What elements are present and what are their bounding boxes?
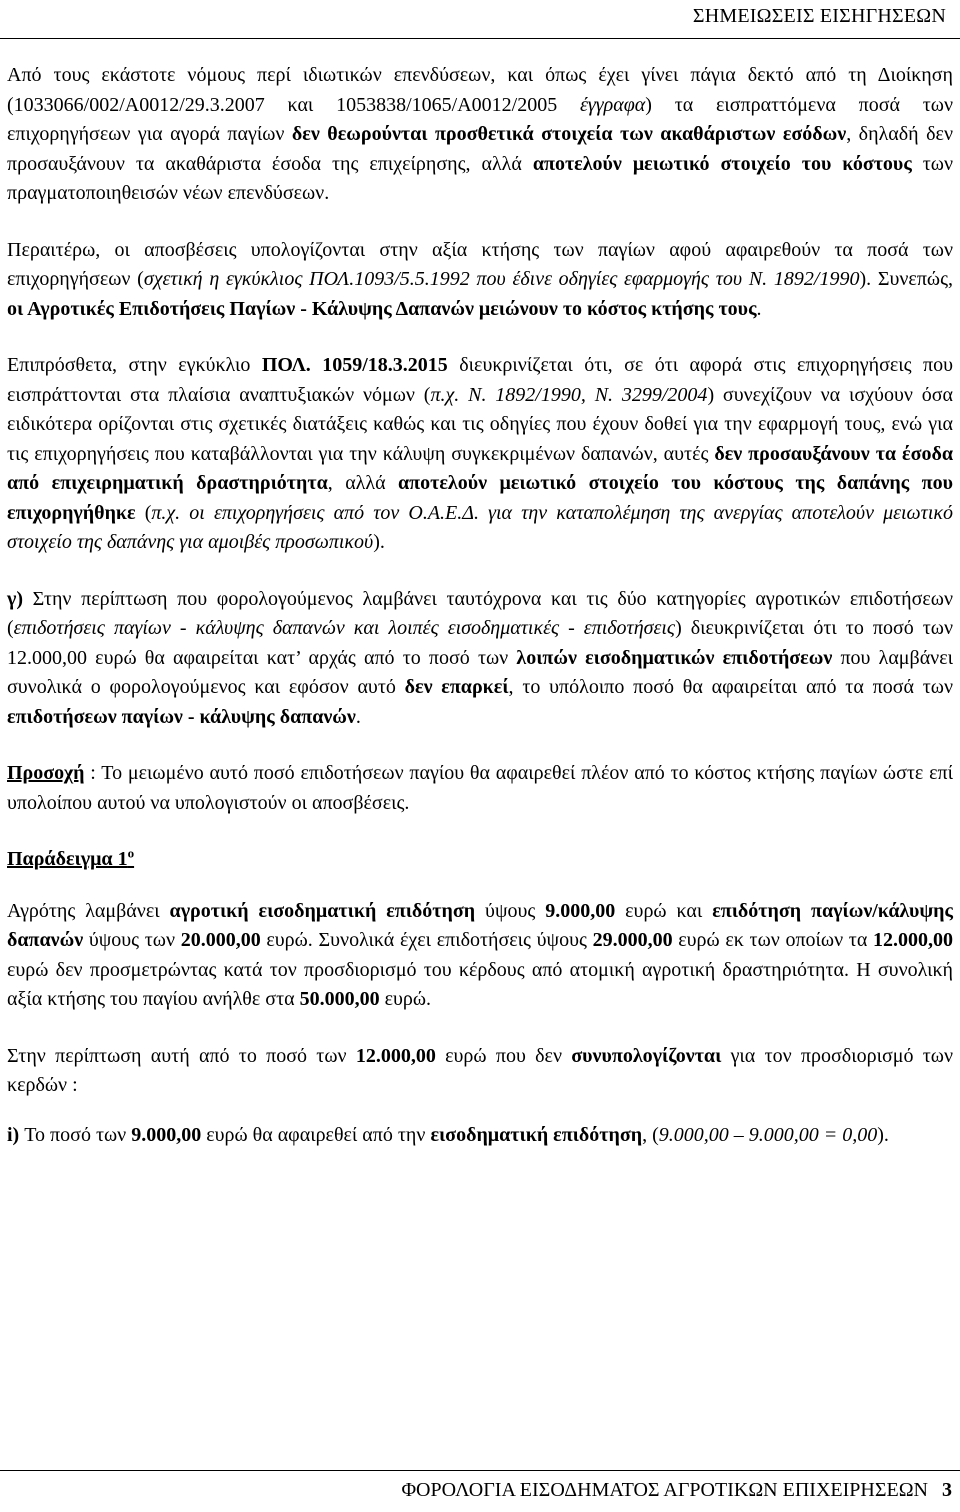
page-number: 3 [942,1479,952,1501]
example-heading: Παράδειγμα $1^o$ [7,845,135,870]
paragraph-circular-pol: Επιπρόσθετα, στην εγκύκλιο ΠΟΛ. 1059/18.3.2015 διευκρινίζεται ότι, σε ότι αφορά στις επιχορηγήσεις που εισπράττονται στα πλαίσια αναπτυξιακών νόμων (π.χ. Ν. 1892/1990, Ν. 3299/2004) συνεχίζουν να ισχύουν όσα ειδικότερα ορίζονται στις σχετικές διατάξεις καθώς και τις οδηγίες που έχουν δοθεί για την εφαρμογή τους, ενώ για τις επιχορηγήσεις που καταβάλλονται για την κάλυψη συγκεκριμένων δαπανών, αυτές δεν προσαυξάνουν τα έσοδα από επιχειρηματική δραστηριότητα, αλλά αποτελούν μειωτικό στοιχείο του κόστους της δαπάνης που επιχορηγήθηκε (π.χ. οι επιχορηγήσεις από τον Ο.Α.Ε.Δ. για την καταπολέμηση της ανεργίας αποτελούν μειωτικό στοιχείο της δαπάνης για αμοιβές προσωπικού). [7,354,953,553]
paragraph-investment-subsidies: Από τους εκάστοτε νόμους περί ιδιωτικών επενδύσεων, και όπως έχει γίνει πάγια δεκτό από τη Διοίκηση (1033066/002/Α0012/29.3.2007 και 1053838/1065/Α0012/2005 έγγραφα) τα εισπραττόμενα ποσά των επιχορηγήσεων για αγορά παγίων δεν θεωρούνται προσθετικά στοιχεία των ακαθάριστων εσόδων, δηλαδή δεν προσαυξάνουν τα ακαθάριστα έσοδα της επιχείρησης, αλλά αποτελούν μειωτικό στοιχείο του κόστους των πραγματοποιηθεισών νέων επενδύσεων. [7,64,953,204]
header-divider [0,38,960,39]
page-footer [401,1478,952,1502]
paragraph-note: Προσοχή : Το μειωμένο αυτό ποσό επιδοτήσεων παγίου θα αφαιρεθεί πλέον από το κόστος κτήσης παγίων ώστε επί υπολοίπου αυτού να υπολογιστούν οι αποσβέσεις. [7,762,953,814]
paragraph-example-case: Στην περίπτωση αυτή από το ποσό των 12.000,00 ευρώ που δεν συνυπολογίζονται για τον προσδιορισμό των κερδών : [7,1044,953,1096]
paragraph-case-c: γ) Στην περίπτωση που φορολογούμενος λαμβάνει ταυτόχρονα και τις δύο κατηγορίες αγροτικών επιδοτήσεων (επιδοτήσεις παγίων - κάλυψης δαπανών και λοιπές εισοδηματικές - επιδοτήσεις) διευκρινίζεται ότι το ποσό των 12.000,00 ευρώ θα αφαιρείται κατ’ αρχάς από το ποσό των λοιπών εισοδηματικών επιδοτήσεων που λαμβάνει συνολικά ο φορολογούμενος και εφόσον αυτό δεν επαρκεί, το υπόλοιπο ποσό θα αφαιρείται από τα ποσά των επιδοτήσεων παγίων - κάλυψης δαπανών. [7,587,953,728]
footer-title: ΦΟΡΟΛΟΓΙΑ ΕΙΣΟΔΗΜΑΤΟΣ ΑΓΡΟΤΙΚΩΝ ΕΠΙΧΕΙΡΗΣΕΩΝ [401,1479,928,1501]
paragraph-example-description: Αγρότης λαμβάνει αγροτική εισοδηματική επιδότηση ύψους 9.000,00 ευρώ και επιδότηση παγίων/κάλυψης δαπανών ύψους των 20.000,00 ευρώ. Συνολικά έχει επιδοτήσεις ύψους 29.000,00 ευρώ εκ των οποίων τα 12.000,00 ευρώ δεν προσμετρώντας κατά τον προσδιορισμό του κέρδους από ατομική αγροτική δραστηριότητα. Η συνολική αξία κτήσης του παγίου ανήλθε στα 50.000,00 ευρώ. [7,899,954,1010]
document-body [7,61,953,1177]
footer-divider [0,1470,960,1471]
page-header: ΣΗΜΕΙΩΣΕΙΣ ΕΙΣΗΓΗΣΕΩΝ [692,5,946,27]
paragraph-example-step-i: i) Το ποσό των 9.000,00 ευρώ θα αφαιρεθεί από την εισοδηματική επιδότηση, (9.000,00 – 9.000,00 = 0,00). [7,1123,889,1146]
paragraph-depreciation: Περαιτέρω, οι αποσβέσεις υπολογίζονται στην αξία κτήσης των παγίων αφού αφαιρεθούν τα ποσά των επιχορηγήσεων (σχετική η εγκύκλιος ΠΟΛ.1093/5.5.1992 που έδινε οδηγίες εφαρμογής του Ν. 1892/1990). Συνεπώς, οι Αγροτικές Επιδοτήσεις Παγίων - Κάλυψης Δαπανών μειώνουν το κόστος κτήσης τους. [7,238,954,320]
note-label: Προσοχή [7,762,85,784]
